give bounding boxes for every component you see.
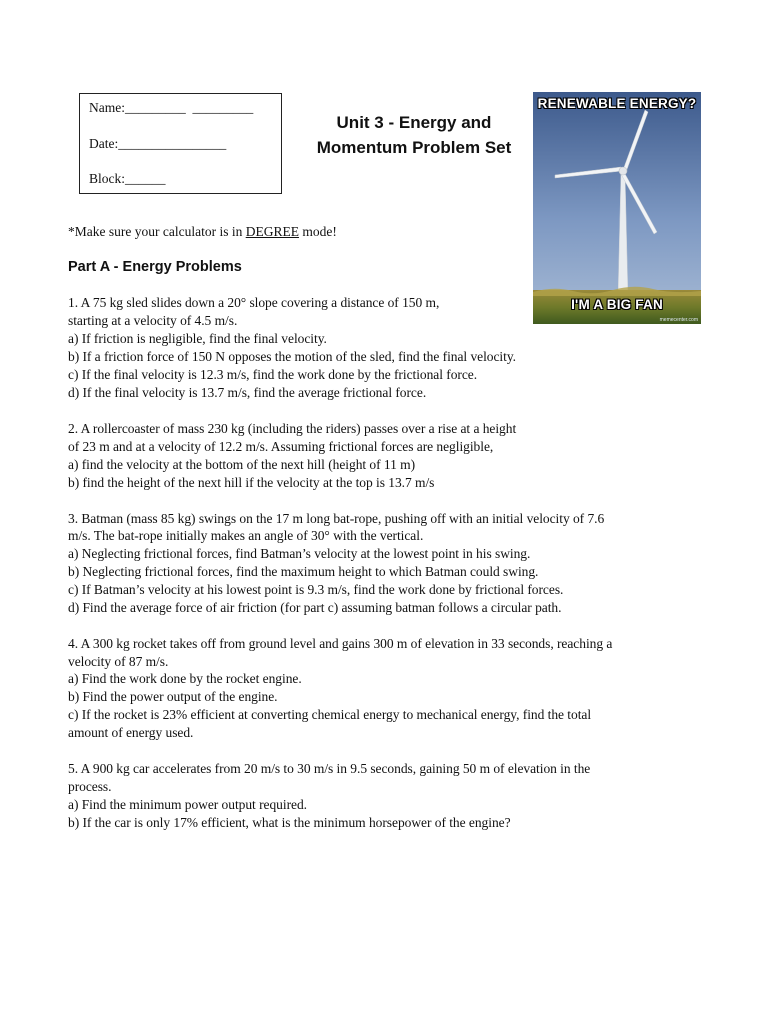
problem-line: 1. A 75 kg sled slides down a 20° slope covering a distance of 150 m, [68,295,440,310]
problem-line: 3. Batman (mass 85 kg) swings on the 17 m long bat-rope, pushing off with an initial velocity of 7.6 [68,511,605,526]
problem-line: a) If friction is negligible, find the final velocity. [68,331,327,346]
problem-line: a) Find the minimum power output required. [68,797,307,812]
problem-line: d) If the final velocity is 13.7 m/s, find the average frictional force. [68,385,427,400]
problem-line: a) find the velocity at the bottom of the next hill (height of 11 m) [68,457,416,472]
problem-line: b) Find the power output of the engine. [68,689,278,704]
problem-line: d) Find the average force of air friction (for part c) assuming batman follows a circular path. [68,600,562,615]
problem-line: process. [68,779,112,794]
note-text-before: *Make sure your calculator is in [68,224,246,239]
problem-line: a) Neglecting frictional forces, find Batman’s velocity at the lowest point in his swing. [68,546,531,561]
problem-line: b) If the car is only 17% efficient, what is the minimum horsepower of the engine? [68,815,511,830]
title-line-1: Unit 3 - Energy and [336,113,492,132]
problem-line: b) Neglecting frictional forces, find the maximum height to which Batman could swing. [68,564,539,579]
note-text-after: mode! [298,224,337,239]
problem-line: c) If Batman’s velocity at his lowest point is 9.3 m/s, find the work done by frictional forces. [68,582,564,597]
problem-line: 2. A rollercoaster of mass 230 kg (including the riders) passes over a rise at a height [68,421,517,436]
problem-line: amount of energy used. [68,725,194,740]
problem-line: b) find the height of the next hill if the velocity at the top is 13.7 m/s [68,475,435,490]
problem-line: 4. A 300 kg rocket takes off from ground level and gains 300 m of elevation in 33 seconds, reaching a [68,636,613,651]
note-degree-underlined: DEGREE [245,224,299,239]
title-line-2: Momentum Problem Set [316,138,512,157]
wind-turbine-picture [533,92,701,324]
section-heading-part-a: Part A - Energy Problems [68,259,242,275]
wind-turbine-meme-image [533,92,701,324]
block-field-label: Block:______ [89,171,166,186]
problem-line: c) If the rocket is 23% efficient at converting chemical energy to mechanical energy, find the total [68,707,592,722]
problem-line: 5. A 900 kg car accelerates from 20 m/s to 30 m/s in 9.5 seconds, gaining 50 m of elevation in the [68,761,591,776]
problem-line: m/s. The bat-rope initially makes an angle of 30° with the vertical. [68,528,424,543]
problem-line: c) If the final velocity is 12.3 m/s, find the work done by the frictional force. [68,367,478,382]
problem-line: a) Find the work done by the rocket engine. [68,671,302,686]
calculator-note [68,224,337,240]
problem-line: velocity of 87 m/s. [68,654,169,669]
student-info-box [79,93,282,194]
problem-line: of 23 m and at a velocity of 12.2 m/s. Assuming frictional forces are negligible, [68,439,494,454]
page-title [300,110,528,160]
meme-bottom-caption: I'M A BIG FAN [571,297,663,312]
meme-watermark: memecenter.com [659,317,698,323]
meme-top-caption: RENEWABLE ENERGY? [537,96,697,111]
name-field-label: Name:_________ _________ [89,100,254,115]
date-field-label: Date:________________ [89,136,227,151]
problem-line: b) If a friction force of 150 N opposes the motion of the sled, find the final velocity. [68,349,516,364]
problem-line: starting at a velocity of 4.5 m/s. [68,313,238,328]
